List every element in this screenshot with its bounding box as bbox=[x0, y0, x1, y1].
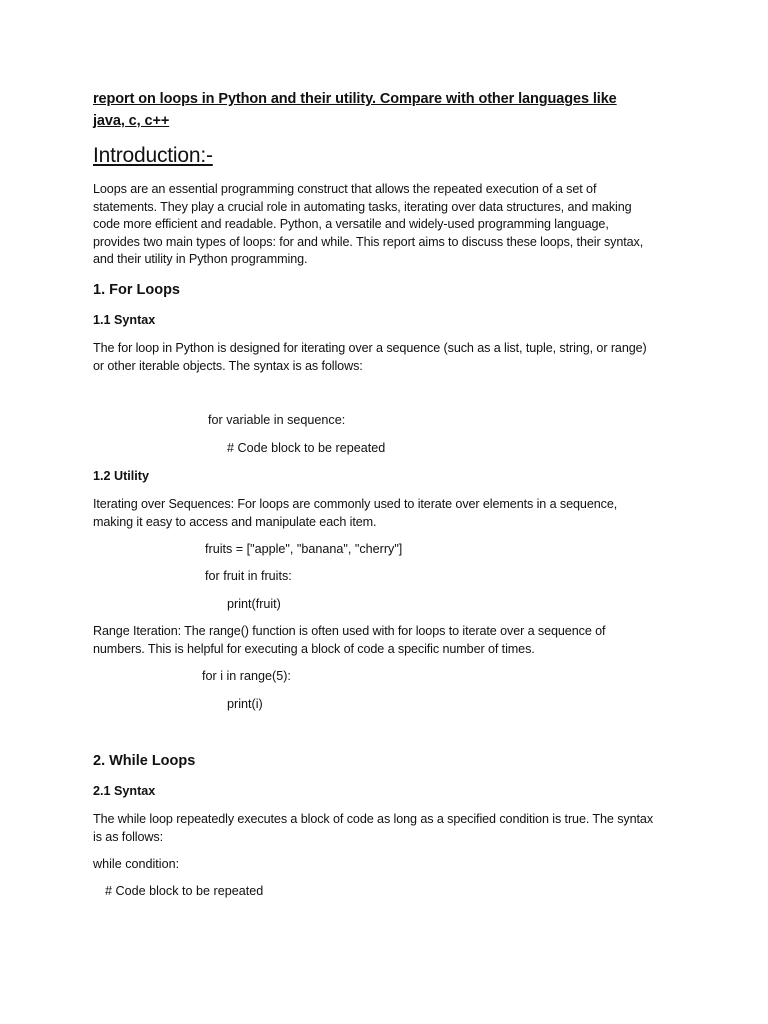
sequences-line: Iterating over Sequences: For loops are commonly used to iterate over elements in a sequence, bbox=[93, 497, 618, 511]
sequences-code-line: print(fruit) bbox=[227, 597, 281, 611]
sequences-code-line: for fruit in fruits: bbox=[205, 569, 292, 583]
for-syntax-code-line: for variable in sequence: bbox=[208, 413, 346, 427]
while-loops-heading: 2. While Loops bbox=[93, 753, 196, 769]
introduction-line: Loops are an essential programming construct that allows the repeated execution of a set of bbox=[93, 182, 597, 196]
while-syntax-line: is as follows: bbox=[93, 830, 163, 844]
introduction-line: code more efficient and readable. Python, a versatile and widely-used programming language, bbox=[93, 217, 609, 231]
while-syntax-code-line: # Code block to be repeated bbox=[105, 884, 264, 898]
for-syntax-line: or other iterable objects. The syntax is as follows: bbox=[93, 359, 363, 373]
sequences-line: making it easy to access and manipulate each item. bbox=[93, 515, 377, 529]
introduction-heading: Introduction:- bbox=[93, 144, 213, 167]
range-code-line: for i in range(5): bbox=[202, 669, 291, 683]
introduction-line: provides two main types of loops: for and while. This report aims to discuss these loops, their syntax, bbox=[93, 235, 644, 249]
report-title-line-2: java, c, c++ bbox=[93, 113, 170, 129]
range-code-line: print(i) bbox=[227, 697, 263, 711]
introduction-line: and their utility in Python programming. bbox=[93, 252, 308, 266]
range-line: numbers. This is helpful for executing a block of code a specific number of times. bbox=[93, 642, 535, 656]
for-loops-heading: 1. For Loops bbox=[93, 282, 180, 298]
range-line: Range Iteration: The range() function is often used with for loops to iterate over a sequence of bbox=[93, 624, 606, 638]
introduction-line: statements. They play a crucial role in automating tasks, iterating over data structures, and making bbox=[93, 200, 632, 214]
for-syntax-heading: 1.1 Syntax bbox=[93, 313, 156, 327]
sequences-code-line: fruits = ["apple", "banana", "cherry"] bbox=[205, 542, 403, 556]
while-syntax-heading: 2.1 Syntax bbox=[93, 784, 156, 798]
while-syntax-code-line: while condition: bbox=[93, 857, 180, 871]
for-syntax-line: The for loop in Python is designed for iterating over a sequence (such as a list, tuple, string, or range) bbox=[93, 341, 647, 355]
report-title-line-1: report on loops in Python and their utility. Compare with other languages like bbox=[93, 91, 617, 107]
for-utility-heading: 1.2 Utility bbox=[93, 469, 149, 483]
while-syntax-line: The while loop repeatedly executes a block of code as long as a specified condition is true. The syntax bbox=[93, 812, 654, 826]
for-syntax-code-line: # Code block to be repeated bbox=[227, 441, 386, 455]
